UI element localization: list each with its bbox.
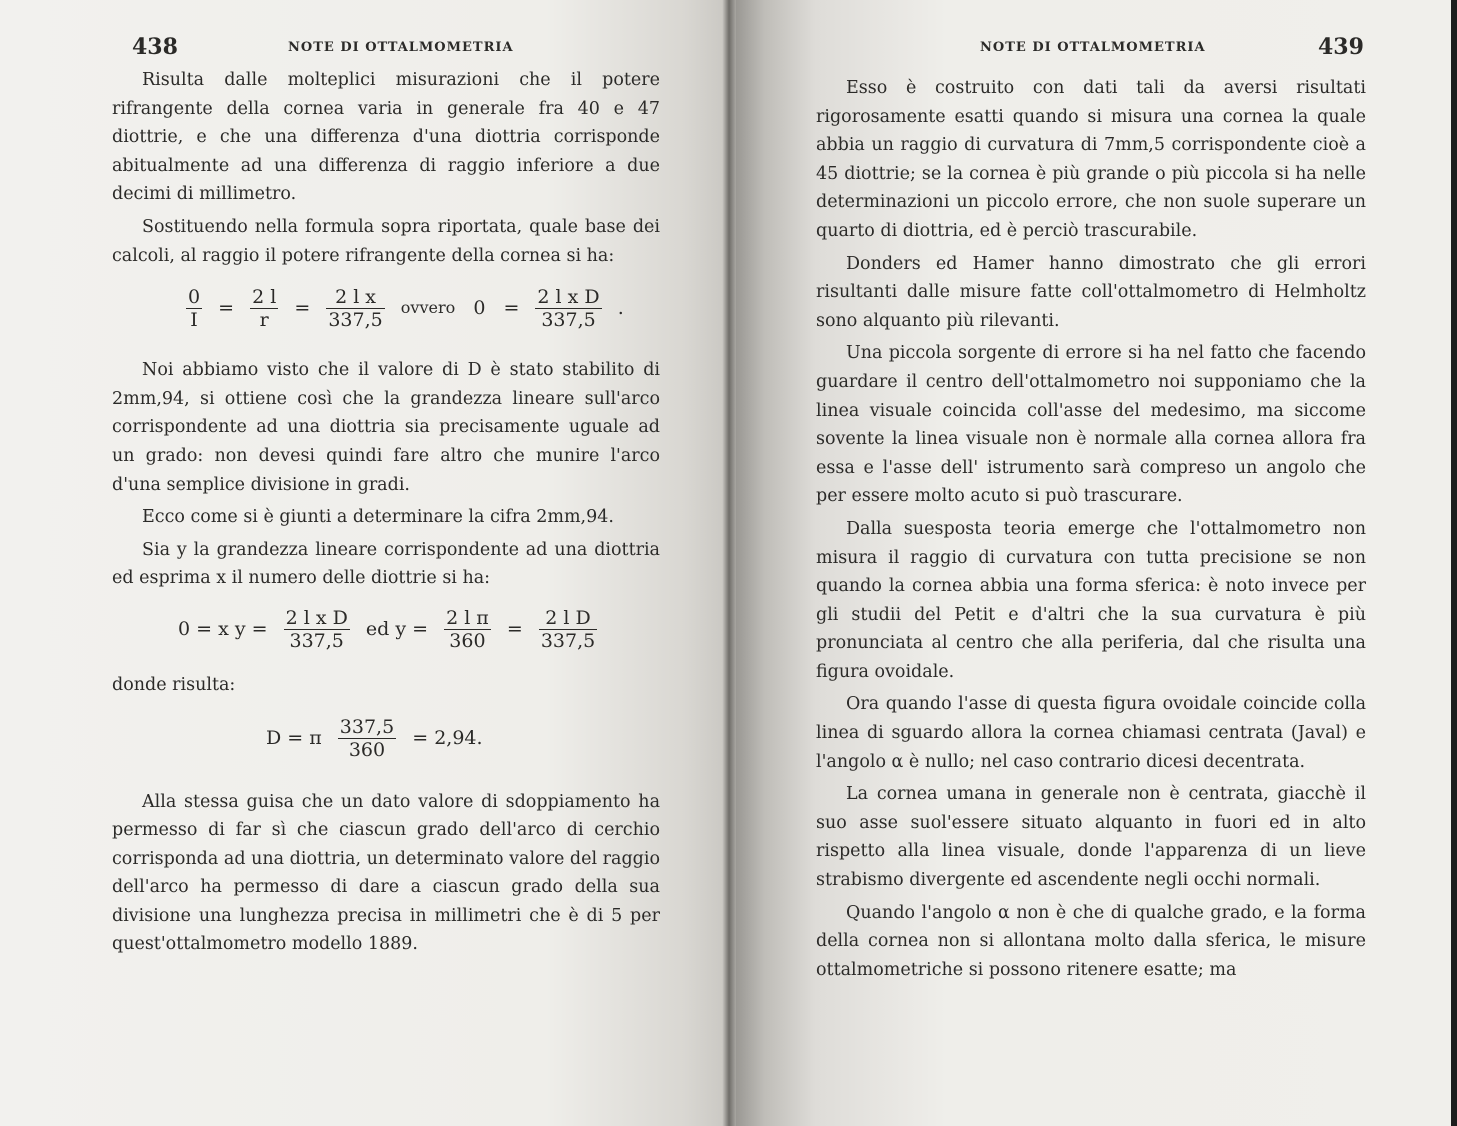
equation-term: = 2,94. — [412, 726, 483, 749]
paragraph: Donders ed Hamer hanno dimostrato che gli errori risultanti dalle misure fatte coll'ottalmometro di Helmholtz sono alquanto più rilevanti. — [816, 253, 1366, 331]
fraction: $\frac{\text{2 l x}}{337,5}$ — [328, 286, 383, 332]
equation-term: ed y = — [365, 618, 429, 641]
paragraph: La cornea umana in generale non è centrata, giacchè il suo asse suol'essere situato alquanto in fuori ed in alto rispetto alla linea visuale, donde l'apparenza di un lieve strabismo divergente ed ascendente negli occhi normali. — [816, 784, 1366, 891]
equation-term: . — [617, 297, 624, 320]
equation-3 — [112, 704, 660, 788]
left-page — [0, 0, 728, 1126]
equation-word: ovvero — [400, 298, 456, 318]
paragraph: Ora quando l'asse di questa figura ovoidale coincide colla linea di sguardo allora la cornea chiamasi centrata (Javal) e l'angolo α è nullo; nel caso contrario dicesi decentrata. — [816, 694, 1366, 772]
fraction: $\frac{337,5}{360}$ — [339, 715, 395, 761]
equation-term: 0 = x y = — [178, 618, 268, 641]
page-number: 438 — [132, 34, 178, 60]
paragraph: Sia y la grandezza lineare corrispondente ad una diottria ed esprima x il numero delle diottrie si ha: — [112, 539, 660, 589]
paragraph: Risulta dalle molteplici misurazioni che il potere rifrangente della cornea varia in generale fra 40 e 47 diottrie, e che una differenza d'una diottria corrisponde abitualmente ad una differenza di raggio inferiore a due decimi di millimetro. — [112, 70, 660, 205]
equation-term: 0 — [473, 297, 486, 320]
fraction: $\frac{\text{2 l D}}{337,5}$ — [540, 606, 596, 652]
paragraph: Ecco come si è giunti a determinare la cifra 2mm,94. — [142, 507, 614, 528]
equation-2: 0 = x y = $\frac{\text{2 l x D}}{337,5}$ ed y = $\frac{\text{2 l π}}{360}$ = $\frac{\text{2 l D}}{337,5}$ — [178, 606, 596, 652]
equation-1: $\frac{0}{I}$ = $\frac{2 l}{r}$ = $\frac{\text{2 l x}}{337,5}$ ovvero 0 = $\frac{\text{2 l x D}}{337,5}$ . — [188, 286, 624, 332]
left-text-block — [112, 66, 660, 963]
page-edge — [1451, 0, 1457, 1126]
paragraph: Noi abbiamo visto che il valore di D è stato stabilito di 2mm,94, si ottiene così che la grandezza lineare sull'arco corrispondente ad una diottria sia precisamente uguale ad un grado: non devesi quindi fare altro che munire l'arco d'una semplice divisione in gradi. — [112, 360, 660, 495]
paragraph: Esso è costruito con dati tali da aversi risultati rigorosamente esatti quando si misura una cornea la quale abbia un raggio di curvatura di 7mm,5 corrispondente cioè a 45 diottrie; se la cornea è più grande o più piccola si ha nelle determinazioni un piccolo errore, che non suole superare un quarto di diottria, ed è perciò trascurabile. — [816, 78, 1366, 241]
right-text-block — [816, 74, 1366, 988]
right-page — [728, 0, 1457, 1126]
paragraph: Quando l'angolo α non è che di qualche grado, e la forma della cornea non si allontana molto dalla sferica, le misure ottalmometriche si possono ritenere esatte; ma — [816, 902, 1366, 980]
equation-term: D = π — [266, 726, 322, 749]
paragraph: Dalla suesposta teoria emerge che l'ottalmometro non misura il raggio di curvatura con tutta precisione se non quando la cornea abbia una forma sferica: è noto invece per gli studii del Petit e d'altri che la sua curvatura è più pronunciata al centro che alla periferia, dal che risulta una figura ovoidale. — [816, 518, 1366, 682]
paragraph: Alla stessa guisa che un dato valore di sdoppiamento ha permesso di far sì che ciascun grado dell'arco di cerchio corrisponda ad una diottria, un determinato valore del raggio dell'arco ha permesso di dare a ciascun grado della sua divisione una lunghezza precisa in millimetri che è di 5 per quest'ottalmometro modello 1889. — [112, 791, 660, 955]
book-gutter — [722, 0, 736, 1126]
fraction: $\frac{0}{I}$ — [188, 286, 201, 332]
fraction: $\frac{\text{2 l x D}}{337,5}$ — [285, 606, 348, 652]
fraction: $\frac{2 l}{r}$ — [252, 286, 277, 332]
paragraph: donde risulta: — [112, 674, 236, 695]
paragraph: Sostituendo nella formula sopra riportata, quale base dei calcoli, al raggio il potere rifrangente della cornea si ha: — [112, 216, 660, 266]
running-head: NOTE DI OTTALMOMETRIA — [288, 40, 514, 55]
page-number: 439 — [1318, 34, 1364, 60]
fraction: $\frac{\text{2 l x D}}{337,5}$ — [537, 286, 600, 332]
running-head: NOTE DI OTTALMOMETRIA — [980, 40, 1206, 55]
paragraph: Una piccola sorgente di errore si ha nel fatto che facendo guardare il centro dell'ottalmometro noi supponiamo che la linea visuale coincida coll'asse del medesimo, ma siccome sovente la linea visuale non è normale alla cornea allora fra essa e l'asse dell' istrumento sarà compreso un angolo che per essere molto acuto si può trascurare. — [816, 343, 1366, 507]
fraction: $\frac{\text{2 l π}}{360}$ — [446, 606, 489, 652]
